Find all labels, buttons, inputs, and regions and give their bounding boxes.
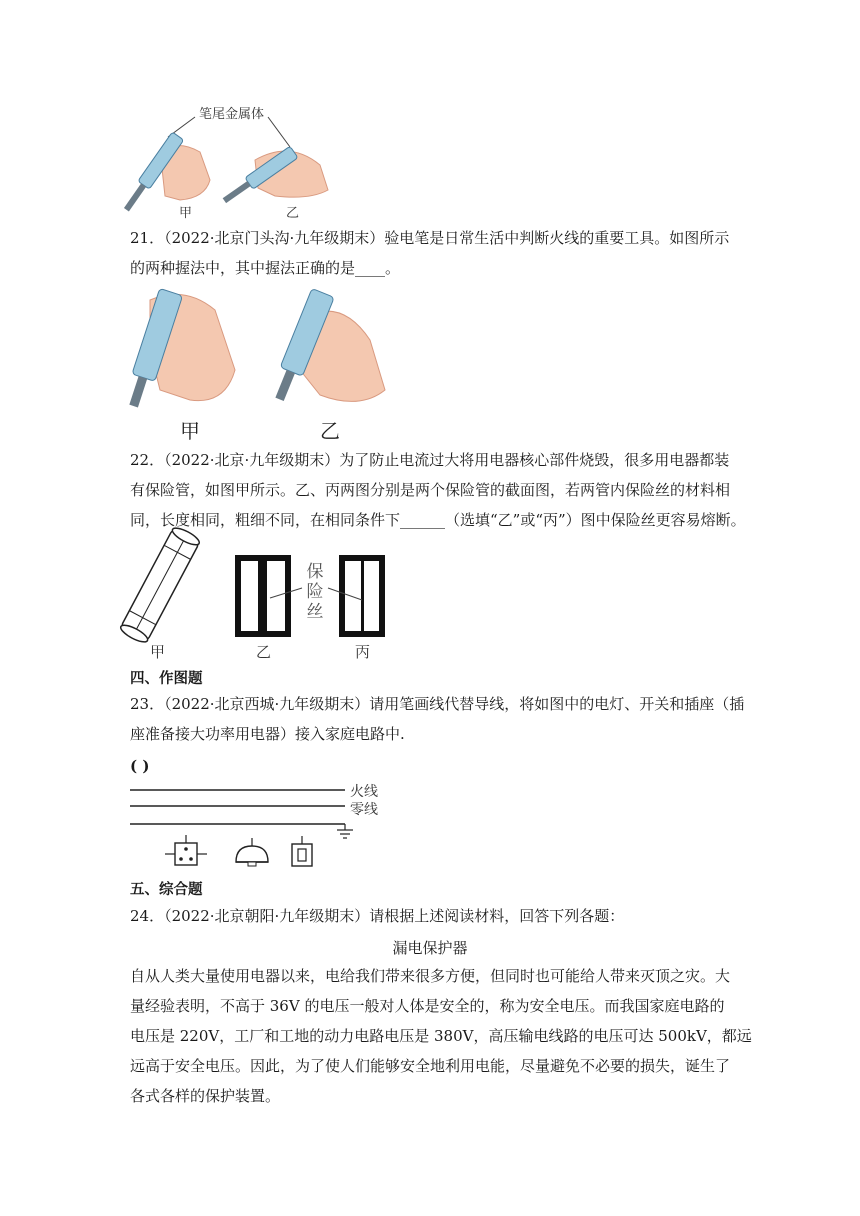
- label-fuse-char-3: 丝: [306, 602, 324, 622]
- label-fuse-char-1: 保: [306, 562, 324, 582]
- q22-text-line2: 有保险管，如图甲所示。乙、丙两图分别是两个保险管的截面图，若两管内保险丝的材料相: [130, 481, 731, 499]
- q24-text-line1: 24．（2022·北京朝阳·九年级期末）请根据上述阅读材料，回答下列各题：: [130, 907, 625, 925]
- q22-text-line1: 22．（2022·北京·九年级期末）为了防止电流过大将用电器核心部件烧毁，很多用电器都装: [130, 451, 730, 469]
- q22-caption-yi: 乙: [256, 643, 272, 661]
- q21-text-line1: 21．（2022·北京门头沟·九年级期末）验电笔是日常生活中判断火线的重要工具。如图所示: [130, 229, 730, 247]
- caption-jia-top: 甲: [179, 206, 193, 221]
- q22-text-line3: 同，长度相同，粗细不同，在相同条件下______（选填“乙”或“丙”）图中保险丝更容易熔断。: [130, 511, 746, 529]
- q22-caption-jia: 甲: [150, 643, 166, 661]
- section-4-title: 四、作图题: [130, 671, 203, 687]
- q23-text-line1: 23．（2022·北京西城·九年级期末）请用笔画线代替导线，将如图中的电灯、开关和插座（插: [130, 695, 745, 713]
- q24-paragraph-line1: 自从人类大量使用电器以来，电给我们带来很多方便，但同时也可能给人带来灭顶之灾。大: [130, 967, 731, 985]
- q24-paragraph-line5: 各式各样的保护装置。: [130, 1087, 281, 1105]
- q24-article-title: 漏电保护器: [392, 939, 468, 957]
- label-fuse-char-2: 险: [306, 582, 324, 602]
- q21-caption-jia: 甲: [180, 419, 200, 443]
- q24-paragraph-line4: 远高于安全电压。因此，为了使人们能够安全地利用电能，尽量避免不必要的损失，诞生了: [130, 1057, 731, 1075]
- switch-icon: [292, 836, 312, 866]
- label-neutral-wire: 零线: [350, 802, 378, 818]
- lamp-icon: [236, 838, 268, 866]
- socket-icon: [165, 835, 207, 865]
- q24-paragraph-line2: 量经验表明，不高于 36V 的电压一般对人体是安全的，称为安全电压。而我国家庭电路的: [130, 997, 725, 1015]
- q21-text-line2: 的两种握法中，其中握法正确的是____。: [130, 259, 401, 277]
- q23-answer-blank: ( ): [130, 757, 150, 775]
- label-pen-metal-tail: 笔尾金属体: [199, 107, 265, 122]
- q24-paragraph-line3: 电压是 220V，工厂和工地的动力电路电压是 380V，高压输电线路的电压可达 500kV，都远: [130, 1027, 752, 1045]
- label-live-wire: 火线: [350, 784, 378, 800]
- caption-yi-top: 乙: [286, 206, 300, 221]
- q21-caption-yi: 乙: [320, 419, 340, 443]
- q23-text-line2: 座准备接大功率用电器）接入家庭电路中.: [130, 725, 405, 743]
- q22-caption-bing: 丙: [355, 643, 371, 661]
- section-5-title: 五、综合题: [130, 882, 203, 898]
